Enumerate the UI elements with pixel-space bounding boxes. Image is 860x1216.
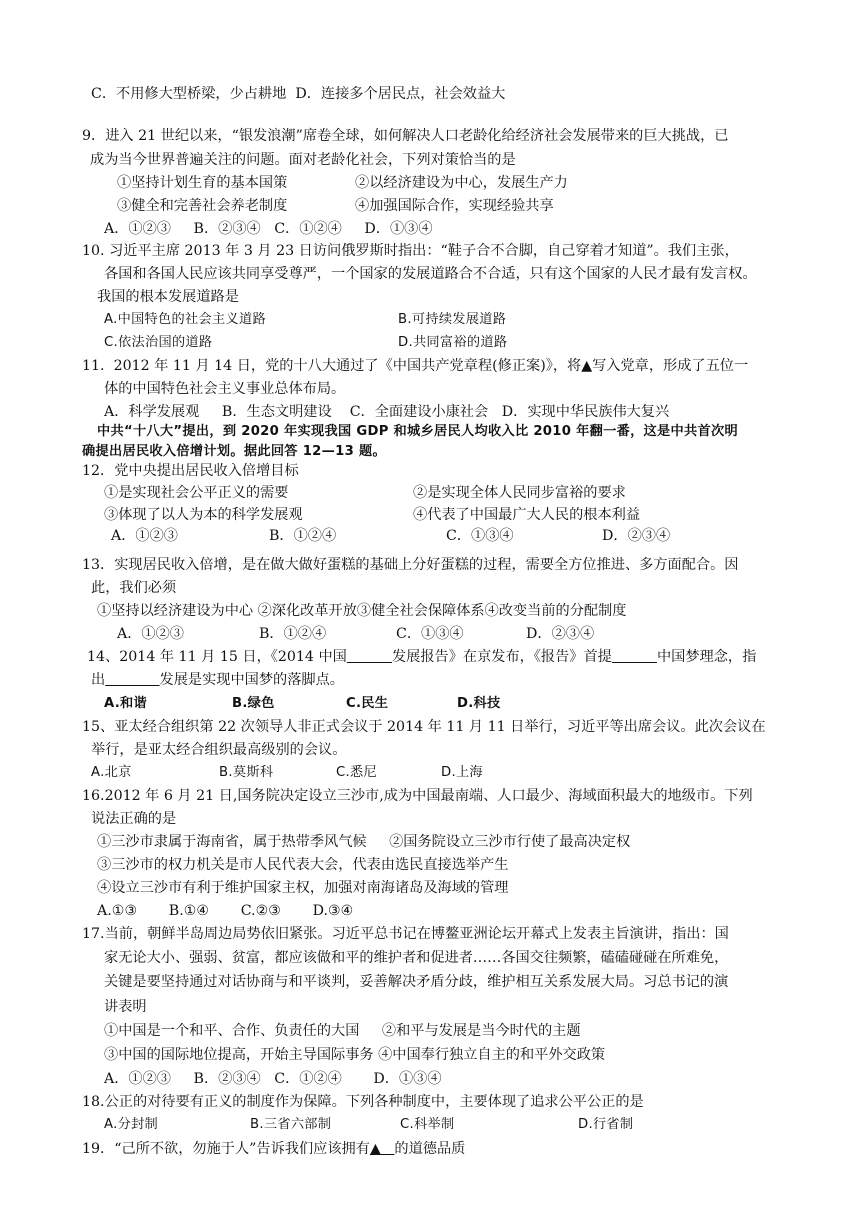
q14-blank-3 (105, 672, 159, 688)
q16-items-1-2: ①三沙市隶属于海南省，属于热带季风气候 ②国务院设立三沙市行使了最高决定权 (97, 834, 631, 850)
q17-stem-line-2: 家无论大小、强弱、贫富，都应该做和平的维护者和促进者……各国交往频繁，磕磕碰碰在所难免， (104, 950, 729, 966)
q12-item-2: ②是实现全体人民同步富裕的要求 (413, 485, 626, 501)
q14-blank-1 (347, 649, 392, 665)
q11-stem-line-1: 11. 2012 年 11 月 14 日，党的十八大通过了《中国共产党章程(修正案)》，将▲写入党章，形成了五位一 (82, 358, 749, 374)
q9-item-4: ④加强国际合作，实现经验共享 (355, 198, 554, 214)
q14-option-a: A.和谐 (104, 696, 148, 711)
q12-item-1: ①是实现社会公平正义的需要 (104, 485, 289, 501)
q15-option-d: D.上海 (441, 765, 483, 780)
q9-stem-line-2: 成为当今世界普遍关注的问题。面对老龄化社会，下列对策恰当的是 (90, 152, 516, 168)
q11-stem-line-2: 体的中国特色社会主义事业总体布局。 (104, 381, 346, 397)
q14-text-4: 出 (91, 672, 106, 688)
q16-item-4: ④设立三沙市有利于维护国家主权，加强对南海诸岛及海域的管理 (97, 880, 509, 896)
q10-stem-line-3: 我国的根本发展道路是 (97, 289, 239, 305)
q10-option-d: D.共同富裕的道路 (398, 335, 508, 350)
q14-option-c: C.民生 (346, 696, 389, 711)
q12-stem: 12．党中央提出居民收入倍增目标 (82, 463, 299, 479)
q15-option-b: B.莫斯科 (219, 765, 274, 780)
q17-stem-line-3: 关键是要坚持通过对话协商与和平谈判，妥善解决矛盾分歧，维护相互关系发展大局。习总书记的演 (104, 974, 729, 990)
q18-option-b: B.三省六部制 (250, 1117, 332, 1132)
q15-stem-line-1: 15、亚太经合组织第 22 次领导人非正式会议于 2014 年 11 月 11 日举行，习近平等出席会议。此次会议在 (82, 719, 766, 735)
q9-stem-line-1: 9．进入 21 世纪以来，“银发浪潮”席卷全球，如何解决人口老龄化给经济社会发展带来的巨大挑战，已 (82, 128, 729, 144)
q19-blank (370, 1141, 394, 1157)
q16-stem-line-1: 16.2012 年 6 月 21 日,国务院决定设立三沙市,成为中国最南端、人口最少、海域面积最大的地级市。下列 (82, 788, 753, 804)
q13-option-a: A．①②③ (117, 626, 184, 642)
q17-stem-line-4: 讲表明 (104, 999, 147, 1015)
q9-item-2: ②以经济建设为中心，发展生产力 (355, 175, 568, 191)
q14-text-1: 14、2014 年 11 月 15 日，《2014 中国 (87, 649, 347, 665)
q18-option-a: A.分封制 (104, 1117, 159, 1132)
q12-item-4: ④代表了中国最广大人民的根本利益 (413, 507, 641, 523)
q10-stem-line-2: 各国和各国人民应该共同享受尊严，一个国家的发展道路合不合适，只有这个国家的人民才最有发言权。 (104, 266, 757, 282)
q16-stem-line-2: 说法正确的是 (91, 811, 177, 827)
q13-stem-line-1: 13．实现居民收入倍增，是在做大做好蛋糕的基础上分好蛋糕的过程，需要全方位推进、多方面配合。因 (82, 557, 739, 573)
q17-stem-line-1: 17.当前，朝鲜半岛周边局势依旧紧张。习近平总书记在博鳌亚洲论坛开幕式上发表主旨演讲，指出：国 (82, 926, 729, 942)
q9-options: A．①②③ B．②③④ C．①②④ D．①③④ (104, 221, 433, 237)
q19-stem (82, 1138, 465, 1160)
q12-option-a: A．①②③ (111, 528, 178, 544)
q9-item-3: ③健全和完善社会养老制度 (117, 198, 288, 214)
q13-option-b: B．①②④ (259, 626, 327, 642)
q8-options-cd: C．不用修大型桥梁，少占耕地 D．连接多个居民点，社会效益大 (91, 86, 506, 102)
q15-option-c: C.悉尼 (336, 765, 377, 780)
q14-text-3: 中国梦理念，指 (656, 649, 757, 665)
q10-option-c: C.依法治国的道路 (104, 335, 213, 350)
q19-text-1: 19．“己所不欲，勿施于人”告诉我们应该拥有 (82, 1141, 370, 1157)
q13-option-c: C．①③④ (396, 626, 464, 642)
q12-option-d: D．②③④ (602, 528, 671, 544)
q14-option-b: B.绿色 (232, 696, 275, 711)
q13-stem-line-2: 此，我们必须 (91, 580, 177, 596)
q14-blank-2 (612, 649, 657, 665)
q16-item-3: ③三沙市的权力机关是市人民代表大会，代表由选民直接选举产生 (97, 857, 509, 873)
q14-stem-line-1 (87, 646, 756, 668)
q13-items: ①坚持以经济建设为中心 ②深化改革开放③健全社会保障体系④改变当前的分配制度 (97, 603, 627, 619)
q10-option-a: A.中国特色的社会主义道路 (104, 312, 266, 327)
q17-items-3-4: ③中国的国际地位提高，开始主导国际事务 ④中国奉行独立自主的和平外交政策 (104, 1047, 606, 1063)
q19-blank-marker: ▲ (369, 1141, 381, 1157)
q12-option-b: B．①②④ (269, 528, 337, 544)
q18-option-d: D.行省制 (578, 1117, 634, 1132)
material-12-13-line-1: 中共“十八大”提出，到 2020 年实现我国 GDP 和城乡居民人均收入比 2010 年翻一番，这是中共首次明 (97, 424, 738, 439)
q10-stem-line-1: 10. 习近平主席 2013 年 3 月 23 日访问俄罗斯时指出：“鞋子合不合脚，自己穿着才知道”。我们主张， (82, 243, 739, 259)
q15-stem-line-2: 举行，是亚太经合组织最高级别的会议。 (91, 742, 347, 758)
q9-item-1: ①坚持计划生育的基本国策 (117, 175, 288, 191)
q15-option-a: A.北京 (91, 765, 132, 780)
q14-stem-line-2 (91, 669, 344, 691)
q10-option-b: B.可持续发展道路 (398, 312, 507, 327)
q18-option-c: C.科举制 (400, 1117, 455, 1132)
q17-options: A．①②③ B．②③④ C．①②④ D．①③④ (104, 1071, 442, 1087)
q16-options: A.①③ B.①④ C.②③ D.③④ (97, 903, 354, 919)
q12-option-c: C．①③④ (446, 528, 514, 544)
material-12-13-line-2: 确提出居民收入倍增计划。据此回答 12—13 题。 (82, 444, 386, 459)
q14-option-d: D.科技 (457, 696, 501, 711)
q18-stem: 18.公正的对待要有正义的制度作为保障。下列各种制度中，主要体现了追求公平公正的是 (82, 1094, 644, 1110)
q19-text-2: 的道德品质 (394, 1141, 466, 1157)
q13-option-d: D．②③④ (526, 626, 595, 642)
q17-items-1-2: ①中国是一个和平、合作、负责任的大国 ②和平与发展是当今时代的主题 (104, 1023, 581, 1039)
q14-text-2: 发展报告》在京发布，《报告》首提 (391, 649, 612, 665)
q14-text-5: 发展是实现中国梦的落脚点。 (159, 672, 344, 688)
q11-options: A．科学发展观 B．生态文明建设 C．全面建设小康社会 D．实现中华民族伟大复兴 (104, 404, 670, 420)
q12-item-3: ③体现了以人为本的科学发展观 (104, 507, 303, 523)
